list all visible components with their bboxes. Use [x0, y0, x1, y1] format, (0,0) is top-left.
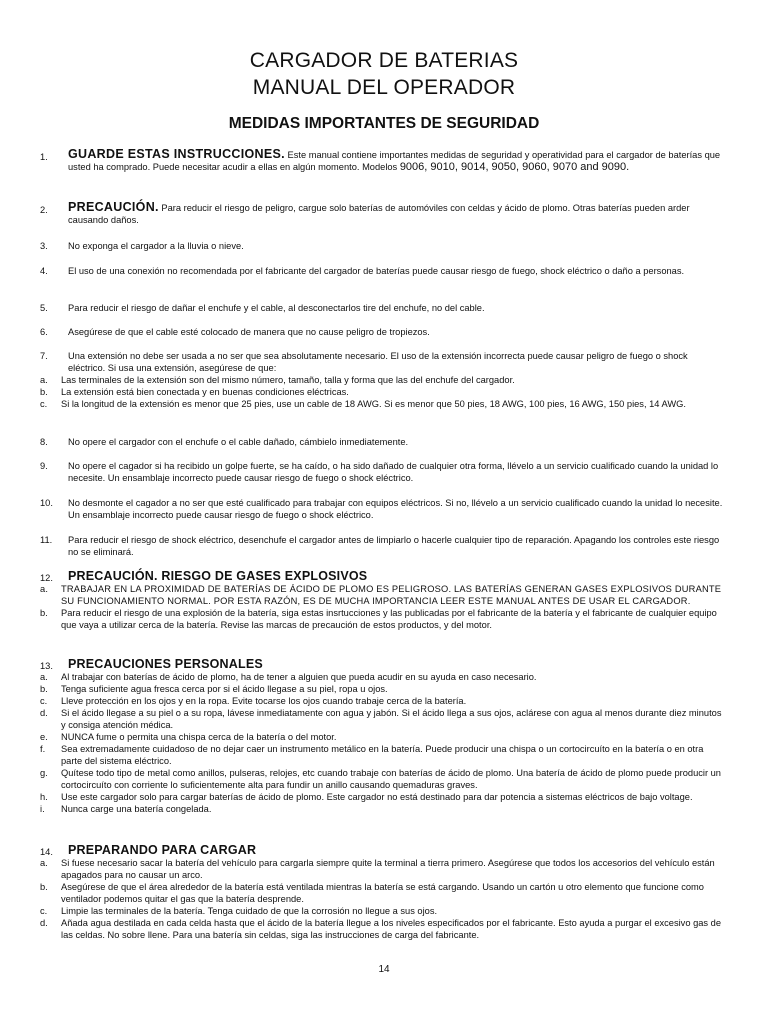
- item-number: 2.: [40, 205, 48, 215]
- item-9: [40, 460, 726, 484]
- item-number: 3.: [40, 241, 48, 251]
- item-10: [40, 497, 726, 521]
- item-6: [40, 326, 726, 338]
- sub-item-b: b. La extensión está bien conectada y en buenas condiciones eléctricas.: [40, 387, 349, 397]
- sub-item-c: c. Si la longitud de la extensión es menor que 25 pies, use un cable de 18 AWG. Si es menor que 50 pies, 18 AWG, 100 pies, 16 AWG, 150 pies, 14 AWG.: [40, 399, 686, 409]
- section-subtitle: MEDIDAS IMPORTANTES DE SEGURIDAD: [228, 115, 540, 132]
- sub-item-b: b. Tenga suficiente agua fresca cerca por si el ácido llegase a su piel, ropa u ojos.: [40, 684, 388, 694]
- item-text: Para reducir el riesgo de shock eléctrico, desenchufe el cargador antes de limpiarlo o hacerle cualquier tipo de reparación. Apagando los controles este riesgo no se eliminará.: [68, 535, 720, 557]
- sub-item-c: c. Lleve protección en los ojos y en la ropa. Evite tocarse los ojos cuando trabaje cerca de la batería.: [40, 696, 467, 706]
- item-text: Asegúrese de que el cable esté colocado de manera que no cause peligro de tropiezos.: [68, 327, 430, 337]
- item-text: El uso de una conexión no recomendada por el fabricante del cargador de baterías puede causar riesgo de fuego, shock eléctrico o daño a personas.: [68, 266, 685, 276]
- item-1: [40, 148, 726, 173]
- sub-item-d: d. Si el ácido llegase a su piel o a su ropa, lávese inmediatamente con agua y jabón. Si el ácido llega a sus ojos, aclárese con agua al menos durante diez minutos y consiga atención médica.: [40, 708, 722, 730]
- item-text: Para reducir el riesgo de peligro, cargue solo baterías de automóviles con celdas y ácido de plomo. Otras baterías pueden arder causando daños.: [68, 203, 690, 225]
- item-text: Para reducir el riesgo de dañar el enchufe y el cable, al desconectarlos tire del enchufe, no del cable.: [68, 303, 485, 313]
- item-4: [40, 265, 726, 277]
- item-text: Una extensión no debe ser usada a no ser que sea absolutamente necesario. El uso de la extensión incorrecta puede causar peligro de fuego o shock eléctrico. Si usa una extensión, asegúrese de que:: [68, 351, 688, 373]
- sub-item-b: b. Para reducir el riesgo de una explosión de la batería, siga estas insrtucciones y las publicadas por el fabricante de la batería y el fabricante de cualquier equipo que vaya a utilizar cerca de la batería. Revise las marcas de precaución de estos productos, y del motor.: [40, 608, 717, 630]
- item-14: [40, 843, 726, 941]
- sub-item-f: f. Sea extremadamente cuidadoso de no dejar caer un instrumento metálico en la batería. Puede producir una chispa o un cortocircuíto en la batería o en otra parte del sistema eléctrico.: [40, 744, 704, 766]
- sub-item-a: a. Si fuese necesario sacar la batería del vehículo para cargarla siempre quite la terminal a tierra primero. Asegúrese que todos los accesorios del vehículo están apagados para no causar un arco.: [40, 858, 715, 880]
- sub-item-i: i. Nunca carge una batería congelada.: [40, 804, 212, 814]
- sub-item-e: e. NUNCA fume o permita una chispa cerca de la batería o del motor.: [40, 732, 337, 742]
- item-12: [40, 569, 726, 631]
- title-line-2: MANUAL DEL OPERADOR: [252, 76, 516, 99]
- sub-item-d: d. Añada agua destilada en cada celda hasta que el ácido de la batería llegue a los niveles especificados por el fabricante. Esto ayuda a purgar el excesivo gas de las celdas. No sobre llene. Para una batería sin celdas, siga las instrucciones de carga del fabricante.: [40, 918, 722, 940]
- item-text: No desmonte el cagador a no ser que esté cualificado para trabajar con equipos eléctricos. Si no, llévelo a un servicio cualificado cuando la unidad lo necesite. Un ensamblaje incorrecto puede causar riesgo de fuego o shock eléctrico.: [68, 498, 723, 520]
- item-heading: PREPARANDO PARA CARGAR: [68, 843, 257, 857]
- item-13: [40, 657, 726, 815]
- item-number: 5.: [40, 303, 48, 313]
- sub-item-c: c. Limpie las terminales de la batería. Tenga cuidado de que la corrosión no llegue a sus ojos.: [40, 906, 438, 916]
- title-line-1: CARGADOR DE BATERIAS: [249, 49, 519, 72]
- item-body: [68, 148, 726, 173]
- sub-item-a: a. TRABAJAR EN LA PROXIMIDAD DE BATERÍAS DE ÁCIDO DE PLOMO ES PELIGROSO. LAS BATERÍAS GENERAN GASES EXPLOSIVOS DURANTE SU FUNCIONAMIENTO NORMAL. POR ESTA RAZÓN, ES DE MUCHA IMPORTANCIA LEER ESTE MANUAL ANTES DE USAR EL CARGADOR.: [40, 584, 722, 606]
- item-lead: PRECAUCIÓN.: [68, 200, 159, 214]
- item-number: 10.: [40, 498, 53, 508]
- item-number: 1.: [40, 152, 48, 162]
- item-number: 8.: [40, 437, 48, 447]
- item-body: [68, 201, 726, 226]
- item-5: [40, 302, 726, 314]
- item-number: 7.: [40, 351, 48, 361]
- item-number: 11.: [40, 535, 53, 545]
- item-text: No exponga el cargador a la lluvia o nieve.: [68, 241, 244, 251]
- sub-item-h: h. Use este cargador solo para cargar baterías de ácido de plomo. Este cargador no está destinado para dar potencia a sistemas eléctricos de bajo voltage.: [40, 792, 693, 802]
- item-text: No opere el cargador con el enchufe o el cable dañado, cámbielo inmediatemente.: [68, 437, 409, 447]
- item-8: [40, 436, 726, 448]
- item-3: [40, 240, 726, 252]
- item-number: 13.: [40, 661, 53, 671]
- item-heading: PRECAUCIONES PERSONALES: [68, 657, 263, 671]
- item-number: 14.: [40, 847, 53, 857]
- model-numbers: 9006, 9010, 9014, 9050, 9060, 9070 and 9090.: [399, 161, 630, 173]
- item-text: No opere el cagador si ha recibido un golpe fuerte, se ha caído, o ha sido dañado de cualquier otra forma, llévelo a un servicio cualificado cuando la unidad lo necesite. Un ensamblaje incorrecto puede causar riesgo de fuego o shock eléctrico.: [68, 461, 719, 483]
- item-11: [40, 534, 726, 558]
- item-text: Este manual contiene importantes medidas de seguridad y operatividad para el cargador de baterías que usted ha comprado. Puede necesitar acudir a ellas en algún momento. Modelos: [68, 150, 721, 172]
- item-number: 12.: [40, 573, 53, 583]
- sub-item-a: a. Las terminales de la extensión son del mismo número, tamaño, talla y forma que las del enchufe del cargador.: [40, 375, 515, 385]
- item-heading: PRECAUCIÓN. RIESGO DE GASES EXPLOSIVOS: [68, 569, 368, 583]
- item-number: 4.: [40, 266, 48, 276]
- item-body: [68, 350, 726, 374]
- sub-item-a: a. Al trabajar con baterías de ácido de plomo, ha de tener a alguien que pueda acudir en su ayuda en caso necesario.: [40, 672, 537, 682]
- page-number: 14: [378, 964, 390, 975]
- sub-item-g: g. Quítese todo tipo de metal como anillos, pulseras, relojes, etc cuando trabaje con baterías de ácido de plomo. Una batería de ácido de plomo puede producir un cortocircuíto con corriente lo suficientemente alta para fundir un anillo causando quemaduras graves.: [40, 768, 721, 790]
- item-7: [40, 350, 726, 410]
- sub-item-b: b. Asegúrese de que el área alrededor de la batería está ventilada mientras la batería se está cargando. Usando un cartón u otro elemento que funcione como ventilador podemos quitar el gas que la batería desprende.: [40, 882, 704, 904]
- item-2: [40, 201, 726, 226]
- item-number: 6.: [40, 327, 48, 337]
- item-lead: GUARDE ESTAS INSTRUCCIONES.: [68, 147, 285, 161]
- item-number: 9.: [40, 461, 48, 471]
